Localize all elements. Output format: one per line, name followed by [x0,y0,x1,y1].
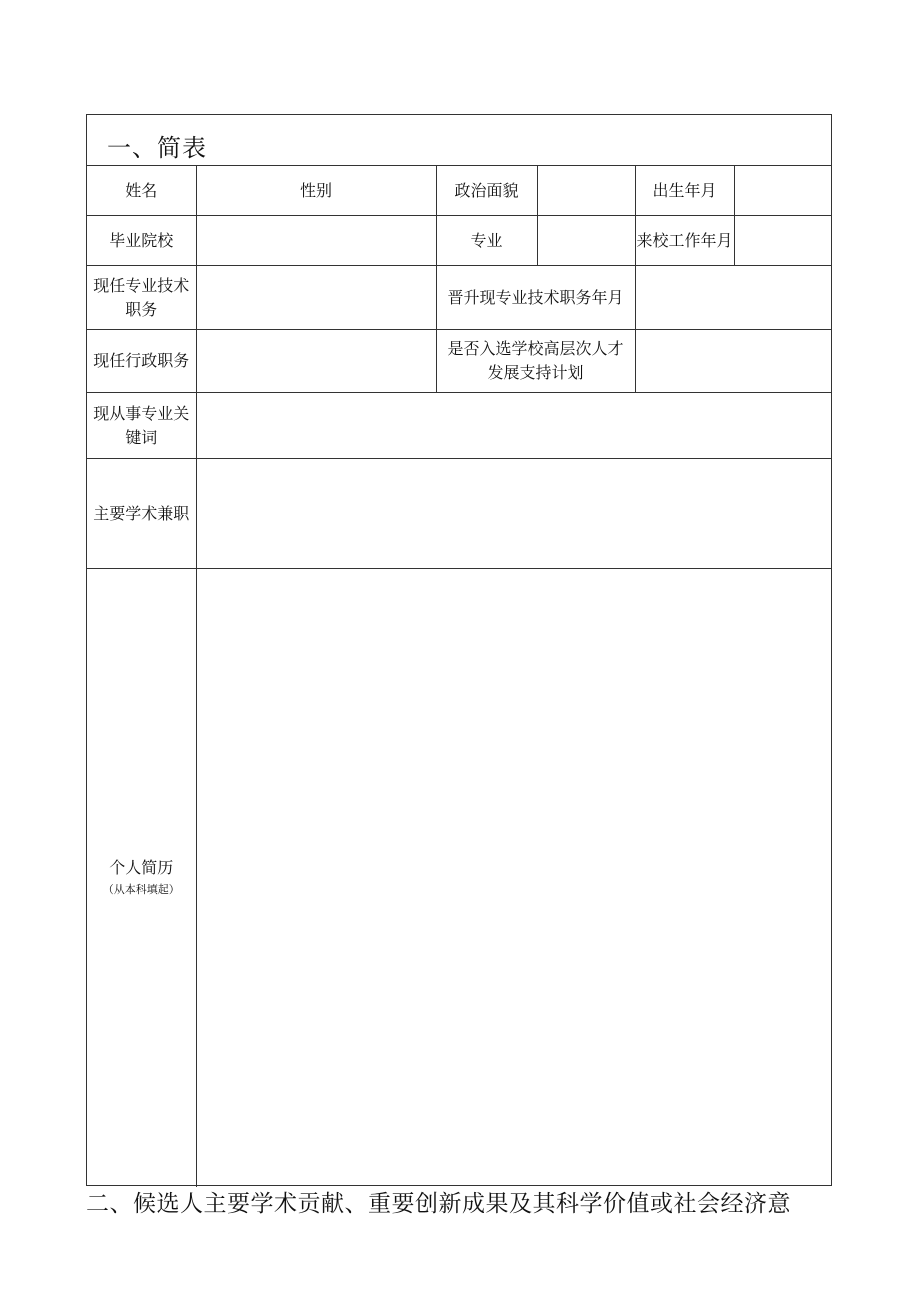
major-label: 专业 [436,216,537,266]
academic-posts-label: 主要学术兼职 [87,459,196,569]
admin-post-label: 现任行政职务 [87,330,196,393]
resume-table [87,165,832,1187]
resume-note: （从本科填起） [102,882,180,896]
section-2-title: 二、候选人主要学术贡献、重要创新成果及其科学价值或社会经济意 [86,1191,791,1217]
birth-date-field[interactable] [734,166,832,216]
political-status-label: 政治面貌 [436,166,537,216]
keywords-label: 现从事专业关键词 [87,393,196,459]
gender-label: 性别 [196,166,436,216]
academic-posts-field[interactable] [196,459,832,569]
join-date-label: 来校工作年月 [635,216,734,266]
join-date-field[interactable] [734,216,832,266]
resume-field[interactable] [196,569,832,1187]
political-status-field[interactable] [537,166,635,216]
admin-post-field[interactable] [196,330,436,393]
resume-label: 个人简历 [109,857,174,877]
tech-title-label: 现任专业技术职务 [87,266,196,330]
table-row [87,166,832,216]
name-label: 姓名 [87,166,196,216]
table-row [87,266,832,330]
table-row [87,216,832,266]
table-row [87,459,832,569]
talent-plan-label: 是否入选学校高层次人才发展支持计划 [436,330,635,393]
promotion-date-field[interactable] [635,266,832,330]
table-row [87,393,832,459]
keywords-field[interactable] [196,393,832,459]
major-field[interactable] [537,216,635,266]
school-field[interactable] [196,216,436,266]
table-row [87,569,832,1187]
resume-label-cell [87,569,196,1187]
form-frame [86,114,832,1186]
talent-plan-field[interactable] [635,330,832,393]
table-row [87,330,832,393]
tech-title-field[interactable] [196,266,436,330]
section-1-title: 一、简表 [107,134,207,162]
promotion-date-label: 晋升现专业技术职务年月 [436,266,635,330]
school-label: 毕业院校 [87,216,196,266]
birth-date-label: 出生年月 [635,166,734,216]
